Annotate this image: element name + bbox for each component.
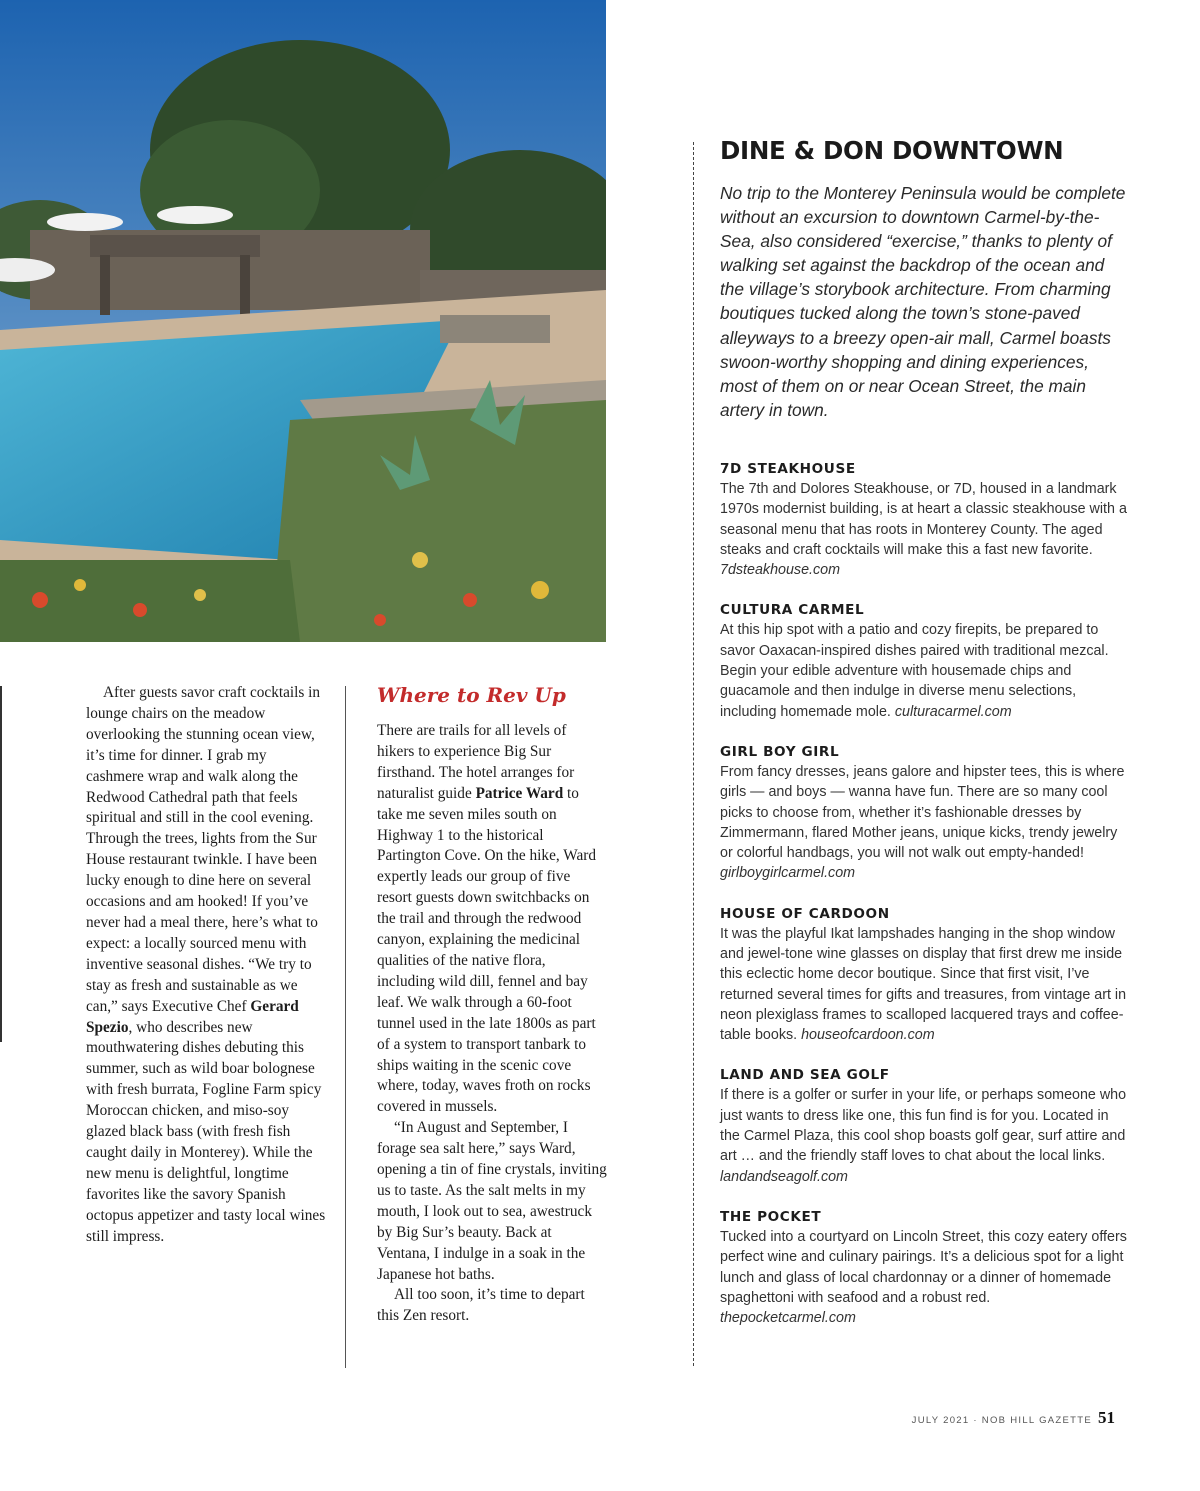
guide-name: Patrice Ward (475, 784, 564, 802)
sidebar-paragraph: All too soon, it’s time to depart this Zen resort. (377, 1286, 585, 1325)
guide-entries (720, 459, 1130, 1329)
issue-label: JULY 2021 · NOB HILL GAZETTE (911, 1415, 1092, 1426)
entry-name: THE POCKET (720, 1208, 822, 1225)
sidebar-paragraph: “In August and September, I forage sea salt here,” says Ward, opening a tin of fine crystals, inviting us to taste. As the salt melts in my mouth, I look out to sea, awestruck by Big Sur’s beauty. Back at Ventana, I indulge in a soak in the Japanese hot baths. (377, 1119, 607, 1283)
entry-7d-steakhouse (720, 459, 1130, 580)
entry-url[interactable]: girlboygirlcarmel.com (720, 865, 856, 882)
guide-intro: No trip to the Monterey Peninsula would be complete without an excursion to downtown Carmel-by-the-Sea, also considered “exercise,” thanks to plenty of walking set against the backdrop of the ocean and the village’s storybook architecture. From charming boutiques tucked along the town’s stone-paved alleyways to a breezy open-air mall, Carmel boasts swoon-worthy shopping and dining experiences, most of them on or near Ocean Street, the main artery in town. (720, 183, 1126, 420)
entry-girl-boy-girl (720, 742, 1130, 884)
entry-name: 7D STEAKHOUSE (720, 460, 856, 477)
entry-name: CULTURA CARMEL (720, 602, 865, 619)
entry-text: If there is a golfer or surfer in your life, or perhaps someone who just wants to dress like one, this fun find is for you. Located in the Carmel Plaza, this cool shop boasts golf gear, surf attire and art … and the friendly staff loves to chat about the local links. landandseagolf.com (720, 1087, 1127, 1185)
entry-cultura-carmel (720, 600, 1130, 721)
entry-text: It was the playful Ikat lampshades hanging in the shop window and jewel-tone wine glasses on display that first drew me inside this eclectic home decor boutique. Since that first visit, I’ve returned several times for gifts and treasures, from vintage art in neon plexiglass frames to scalloped lacquered trays and coffee-table books. houseofcardoon.com (720, 925, 1127, 1044)
entry-url[interactable]: culturacarmel.com (894, 703, 1012, 720)
sidebar-title: Where to Rev Up (377, 683, 566, 707)
entry-url[interactable]: landandseagolf.com (720, 1168, 848, 1185)
sidebar-paragraph: There are trails for all levels of hikers to experience Big Sur firsthand. The hotel arranges for naturalist guide Patrice Ward to take me seven miles south on Highway 1 to the historical Partington Cove. On the hike, Ward expertly leads our group of five resort guests down switchbacks on the trail and through the redwood canyon, explaining the medicinal qualities of the native flora, including wild dill, fennel and bay leaf. We walk through a 60-foot tunnel used in the late 1800s as part of a system to transport tanbark to ships waiting in the scenic cove where, today, waves froth on rocks covered in mussels. (377, 722, 596, 1116)
dine-and-don-guide (720, 134, 1130, 1348)
left-edge-rule (0, 686, 2, 1042)
guide-title: DINE & DON DOWNTOWN (720, 136, 1064, 165)
dashed-divider (693, 142, 694, 1366)
entry-the-pocket (720, 1207, 1130, 1328)
resort-pool-photo (0, 0, 606, 642)
page-number: 51 (1098, 1408, 1115, 1427)
entry-text: At this hip spot with a patio and cozy firepits, be prepared to savor Oaxacan-inspired dishes paired with traditional mezcal. Begin your edible adventure with housemade chips and guacamole and then indulge in diverse menu selections, including homemade mole. culturacarmel.com (720, 622, 1109, 720)
article-paragraph: After guests savor craft cocktails in lounge chairs on the meadow overlooking the stunning ocean view, it’s time for dinner. I grab my cashmere wrap and walk along the Redwood Cathedral path that feels spiritual and still in the cool evening. Through the trees, lights from the Sur House restaurant twinkle. I have been lucky enough to dine here on several occasions and am hooked! If you’ve never had a meal there, here’s what to expect: a locally sourced menu with inventive seasonal dishes. “We try to stay as fresh and sustainable as we can,” says Executive Chef Gerard Spezio, who describes new mouthwatering dishes debuting this summer, such as wild boar bolognese with fresh burrata, Fogline Farm spicy Moroccan chicken, and miso-soy glazed black bass (with fresh fish caught daily in Monterey). While the new menu is delightful, longtime favorites like the savory Spanish octopus appetizer and tasty local wines still impress. (86, 684, 326, 1245)
entry-name: GIRL BOY GIRL (720, 743, 840, 760)
chef-name: Gerard Spezio (86, 997, 299, 1036)
entry-text: The 7th and Dolores Steakhouse, or 7D, housed in a landmark 1970s modernist building, is at heart a classic steakhouse with a seasonal menu that has roots in Monterey County. The aged steaks and craft cocktails will make this a fast new favorite. 7dsteakhouse.com (720, 480, 1127, 579)
column-divider (345, 686, 346, 1368)
entry-name: HOUSE OF CARDOON (720, 905, 890, 922)
entry-name: LAND AND SEA GOLF (720, 1067, 890, 1084)
entry-house-of-cardoon (720, 904, 1130, 1046)
entry-text: From fancy dresses, jeans galore and hipster tees, this is where girls — and boys — wanna have fun. There are so many cool picks to choose from, whether it’s fashionable dresses by Zimmermann, flared Mother jeans, unique kicks, trendy jewelry or colorful handbags, you will not walk out empty-handed! girlboygirlcarmel.com (720, 763, 1125, 882)
entry-land-and-sea-golf (720, 1065, 1130, 1186)
article-column-1 (86, 683, 326, 1247)
sidebar-where-to-rev-up (377, 681, 607, 1327)
entry-url[interactable]: thepocketcarmel.com (720, 1310, 856, 1327)
entry-url[interactable]: houseofcardoon.com (801, 1027, 935, 1044)
entry-url[interactable]: 7dsteakhouse.com (720, 562, 841, 579)
page-footer (912, 1408, 1115, 1428)
entry-text: Tucked into a courtyard on Lincoln Street, this cozy eatery offers perfect wine and culinary pairings. It’s a delicious spot for a light lunch and glass of local chardonnay or a dinner of homemade spaghettoni with seafood and a robust red. thepocketcarmel.com (720, 1228, 1127, 1327)
